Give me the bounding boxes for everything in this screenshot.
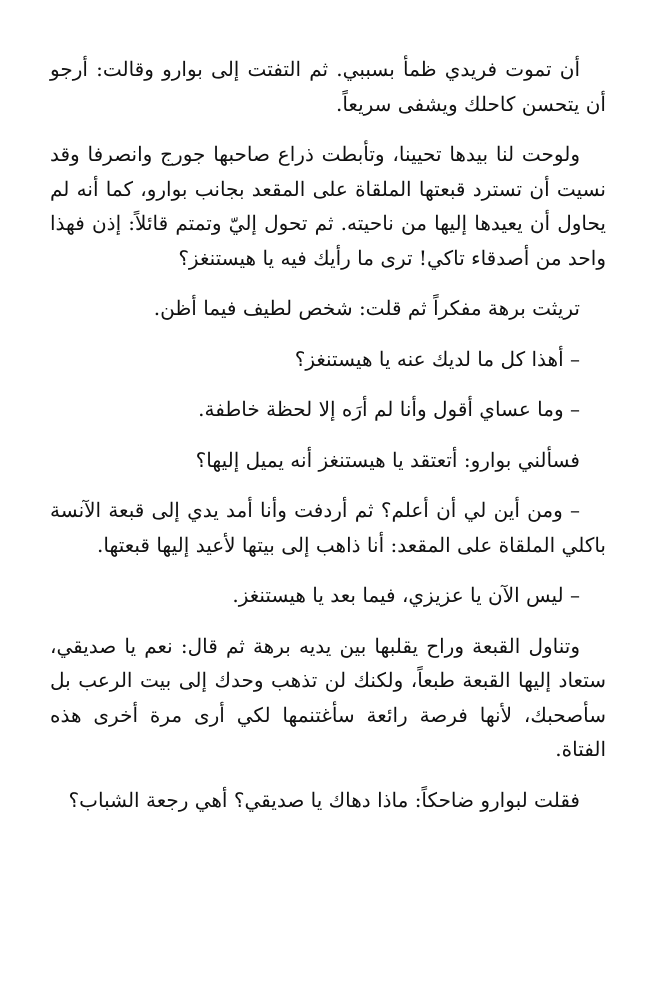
paragraph-10: فقلت لبوارو ضاحكاً: ماذا دهاك يا صديقي؟ أهي رجعة الشباب؟ — [68, 787, 580, 812]
paragraph-9: وتناول القبعة وراح يقلبها بين يديه برهة ثم قال: نعم يا صديقي، ستعاد إليها القبعة طبعاً، ولكنك لن تذهب وحدك إلى بيت الرعب بل سأصحبك، لأنها فرصة رائعة سأغتنمها لكي أرى مرة أخرى هذه الفتاة. — [50, 633, 606, 761]
paragraph-4: – أهذا كل ما لديك عنه يا هيستنغز؟ — [294, 346, 580, 371]
paragraph-3: تريثت برهة مفكراً ثم قلت: شخص لطيف فيما أظن. — [153, 296, 580, 320]
paragraph-2: ولوحت لنا بيدها تحيينا، وتأبطت ذراع صاحبها جورج وانصرفا وقد نسيت أن تسترد قبعتها الملقاة على المقعد بجانب بوارو، كما أنه لم يحاول أن يعيدها إليها من ناحيته. ثم تحول إليّ وتمتم قائلاً: إذن فهذا واحد من أصدقاء تاكي! ترى ما رأيك فيه يا هيستنغز؟ — [50, 142, 606, 270]
book-page — [50, 52, 606, 817]
paragraph-7: – ومن أين لي أن أعلم؟ ثم أردفت وأنا أمد يدي إلى قبعة الآنسة باكلي الملقاة على المقعد: أنا ذاهب إلى بيتها لأعيد إليها قبعتها. — [50, 498, 606, 557]
paragraph-1: أن تموت فريدي ظمأ بسببي. ثم التفتت إلى بوارو وقالت: أرجو أن يتحسن كاحلك ويشفى سريعاً. — [50, 57, 606, 116]
paragraph-6: فسألني بوارو: أتعتقد يا هيستنغز أنه يميل إليها؟ — [195, 447, 580, 472]
paragraph-8: – ليس الآن يا عزيزي، فيما بعد يا هيستنغز. — [232, 583, 580, 607]
paragraph-5: – وما عساي أقول وأنا لم أرَه إلا لحظة خاطفة. — [198, 397, 580, 421]
